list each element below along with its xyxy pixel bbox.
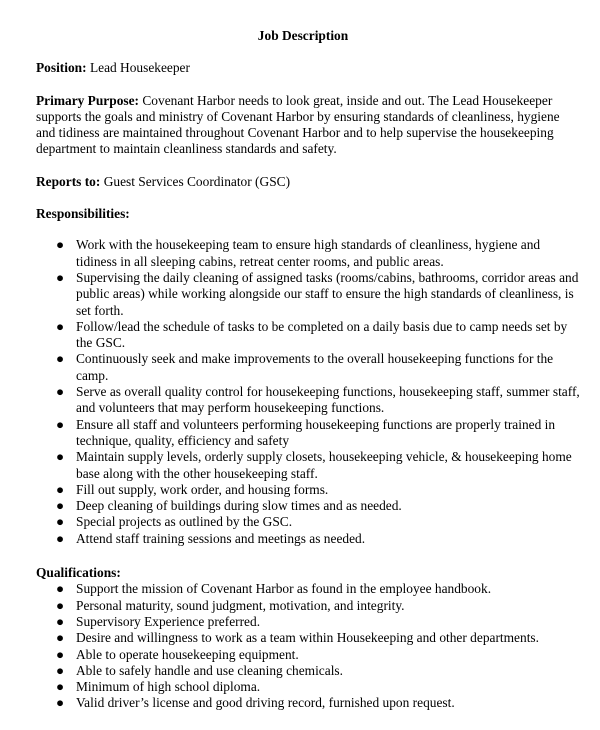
position-line — [36, 60, 580, 76]
bullet-icon: ● — [56, 679, 65, 695]
bullet-icon: ● — [56, 481, 65, 497]
list-item-text: Desire and willingness to work as a team within Housekeeping and other departments. — [76, 630, 539, 646]
bullet-icon: ● — [56, 597, 65, 613]
list-item-text: Able to operate housekeeping equipment. — [76, 646, 299, 662]
bullet-icon: ● — [56, 646, 65, 662]
list-item-text: Minimum of high school diploma. — [76, 679, 261, 695]
primary-purpose-text: Covenant Harbor needs to look great, inside and out. The Lead Housekeeper supports the goals and ministry of Covenant Harbor by ensuring standards of cleanliness, hygiene and tidiness are maintained throughout Covenant Harbor and to help supervise the housekeeping department to maintain cleanliness standards and safety. — [36, 92, 560, 157]
list-item-text: Deep cleaning of buildings during slow times and as needed. — [76, 498, 402, 514]
list-item — [36, 614, 580, 630]
list-item — [36, 482, 580, 498]
list-item — [36, 514, 580, 530]
list-item — [36, 417, 580, 450]
bullet-icon: ● — [56, 416, 65, 432]
qualifications-list — [36, 581, 580, 711]
list-item — [36, 695, 580, 711]
list-item — [36, 531, 580, 547]
bullet-icon: ● — [56, 530, 65, 546]
reports-to-line — [36, 174, 580, 190]
reports-to-value: Guest Services Coordinator (GSC) — [103, 173, 291, 189]
list-item-text: Supervising the daily cleaning of assigned tasks (rooms/cabins, bathrooms, corridor areas and public areas) while working alongside our staff to ensure the high standards of cleanliness, is set forth. — [76, 269, 579, 318]
responsibilities-list — [36, 237, 580, 547]
list-item-text: Serve as overall quality control for housekeeping functions, housekeeping staff, summer staff, and volunteers that may perform housekeeping functions. — [76, 384, 580, 416]
position-value: Lead Housekeeper — [89, 60, 190, 76]
primary-purpose-paragraph — [36, 93, 580, 158]
list-item — [36, 647, 580, 663]
list-item-text: Ensure all staff and volunteers performing housekeeping functions are properly trained in technique, quality, efficiency and safety — [76, 416, 556, 448]
list-item — [36, 351, 580, 384]
reports-to-label: Reports to: — [36, 173, 101, 189]
qualifications-heading: Qualifications: — [36, 565, 121, 581]
list-item-text: Follow/lead the schedule of tasks to be completed on a daily basis due to camp needs set by the GSC. — [76, 318, 568, 351]
list-item-text: Fill out supply, work order, and housing forms. — [76, 481, 329, 497]
list-item-text: Maintain supply levels, orderly supply closets, housekeeping vehicle, & housekeeping home base along with the other housekeeping staff. — [76, 449, 572, 481]
bullet-icon: ● — [56, 581, 65, 597]
bullet-icon: ● — [56, 662, 65, 678]
list-item-text: Personal maturity, sound judgment, motivation, and integrity. — [76, 597, 405, 613]
list-item-text: Valid driver’s license and good driving record, furnished upon request. — [76, 695, 455, 711]
responsibilities-heading: Responsibilities: — [36, 206, 130, 222]
position-label: Position: — [36, 60, 87, 76]
bullet-icon: ● — [56, 449, 65, 465]
page-title: Job Description — [257, 28, 349, 43]
list-item-text: Attend staff training sessions and meetings as needed. — [76, 530, 366, 546]
list-item-text: Special projects as outlined by the GSC. — [76, 514, 293, 530]
bullet-icon: ● — [56, 351, 65, 367]
list-item-text: Continuously seek and make improvements to the overall housekeeping functions for the camp. — [76, 351, 554, 383]
primary-purpose-label: Primary Purpose: — [36, 92, 140, 108]
list-item-text: Support the mission of Covenant Harbor as found in the employee handbook. — [76, 581, 492, 597]
list-item — [36, 449, 580, 482]
list-item — [36, 270, 580, 319]
list-item — [36, 598, 580, 614]
bullet-icon: ● — [56, 514, 65, 530]
list-item — [36, 663, 580, 679]
list-item-text: Supervisory Experience preferred. — [76, 613, 261, 629]
list-item-text: Work with the housekeeping team to ensure high standards of cleanliness, hygiene and tidiness in all sleeping cabins, retreat center rooms, and public areas. — [76, 237, 541, 269]
bullet-icon: ● — [56, 630, 65, 646]
list-item — [36, 498, 580, 514]
list-item — [36, 384, 580, 417]
bullet-icon: ● — [56, 695, 65, 711]
list-item — [36, 319, 580, 352]
list-item — [36, 630, 580, 646]
bullet-icon: ● — [56, 498, 65, 514]
list-item — [36, 679, 580, 695]
bullet-icon: ● — [56, 269, 65, 285]
list-item-text: Able to safely handle and use cleaning chemicals. — [76, 662, 343, 678]
bullet-icon: ● — [56, 613, 65, 629]
bullet-icon: ● — [56, 318, 65, 334]
list-item — [36, 581, 580, 597]
bullet-icon: ● — [56, 384, 65, 400]
list-item — [36, 237, 580, 270]
bullet-icon: ● — [56, 237, 65, 253]
